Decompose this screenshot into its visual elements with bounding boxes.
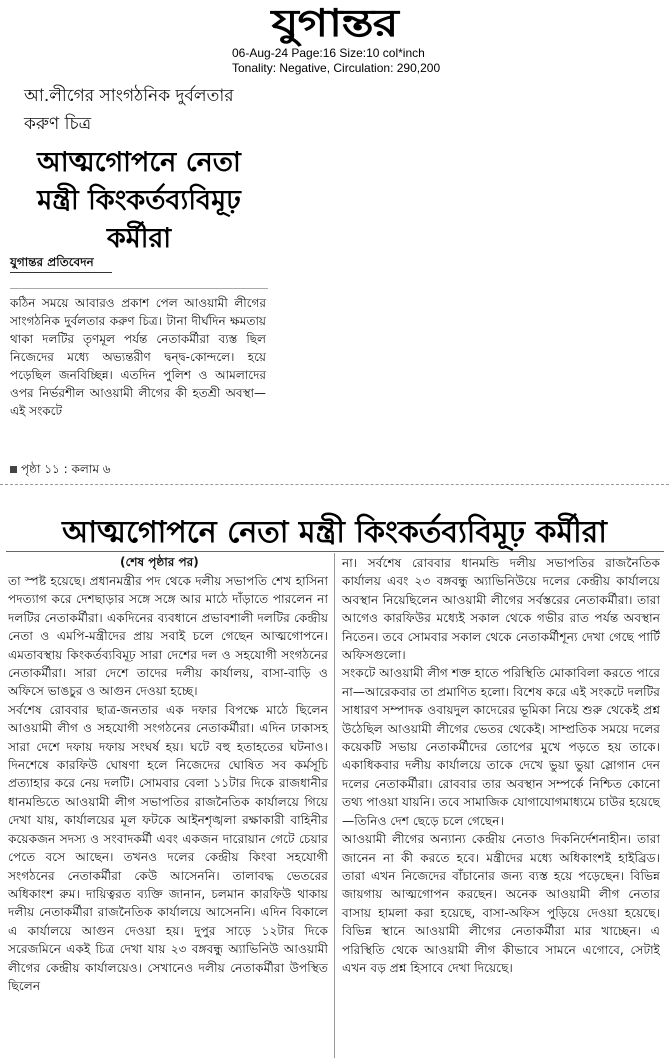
newspaper-logo: যুগান্তর (271, 0, 398, 45)
continuation-label: (শেষ পৃষ্ঠার পর) (120, 555, 199, 569)
paragraph: তা স্পষ্ট হয়েছে। প্রধানমন্ত্রীর পদ থেকে দলীয় সভাপতি শেখ হাসিনা পদত্যাগ করে দেশছাড়ার সঙ্গে সঙ্গে আর মাঠে দাঁড়াতে পারলেন না দলটির নেতাকর্মীরা। একদিনের ব্যবধানে প্রভাবশালী দলটির কেন্দ্রীয় নেতা ও এমপি-মন্ত্রীদের প্রায় সবাই চলে গেছেন আত্মগোপনে। এমতাবস্থায় কিংকর্তব্যবিমূঢ় সারা দেশের দল ও সহযোগী সংগঠনের নেতাকর্মীরা। সারা দেশে তাদের দলীয় কার্যালয়, বাসা-বাড়ি ও অফিসে ভাঙচুর ও আগুন দেওয়া হচ্ছে। (8, 574, 328, 699)
article-byline: যুগান্তর প্রতিবেদন (10, 255, 94, 269)
masthead (0, 2, 669, 44)
continued-on-text: পৃষ্ঠা ১১ : কলাম ৬ (21, 462, 111, 476)
column-separator (334, 553, 335, 1058)
paragraph: সর্বশেষ রোববার ছাত্র-জনতার এক দফার বিপক্ষে মাঠে ছিলেন আওয়ামী লীগ ও সহযোগী সংগঠনের নেতাকর্মীরা। এদিন ঢাকাসহ সারা দেশে দফায় দফায় সংঘর্ষ হয়। ঘটে বহু হতাহতের ঘটনাও। দিনশেষে কারফিউ ঘোষণা হলে নিজেদের ঘোষিত সব কর্মসূচি প্রত্যাহার করে নেয় দলটি। সোমবার বেলা ১১টার দিকে রাজধানীর ধানমন্ডিতে আওয়ামী লীগ সভাপতির রাজনৈতিক কার্যালয়ে গিয়ে দেখা যায়, কার্যালয়ের মূল ফটকে আইনশৃঙ্খলা রক্ষাকারী বাহিনীর কয়েকজন সদস্য ও সংবাদকর্মী এবং একজন দারোয়ান গেটে চেয়ার পেতে বসে আছেন। তখনও দলের কেন্দ্রীয় কিংবা সহযোগী সংগঠনের নেতাকর্মীরা কেউ আসেননি। তালাবদ্ধ ভেতরের অধিকাংশ রুম। দায়িত্বরত ব্যক্তি জানান, চলমান কারফিউ থাকায় দলীয় নেতাকর্মীরা রাজনৈতিক কার্যালয়ে আসেননি। এদিন বিকালে এ কার্যালয়ে আগুন দেওয়া হয়। দুপুর সাড়ে ১২টার দিকে সরেজমিনে একই চিত্র দেখা যায় ২৩ বঙ্গবন্ধু অ্যাভিনিউ আওয়ামী লীগের কেন্দ্রীয় কার্যালয়েও। সেখানেও দলীয় নেতাকর্মীরা উপস্থিত ছিলেন (8, 702, 328, 993)
article-intro: কঠিন সময়ে আবারও প্রকাশ পেল আওয়ামী লীগের সাংগঠনিক দুর্বলতার করুণ চিত্র। টানা দীর্ঘদিন ক্ষমতায় থাকা দলটির তৃণমূল পর্যন্ত নেতাকর্মীরা ব্যস্ত ছিল নিজেদের মধ্যে অভ্যন্তরীণ দ্বন্দ্ব-কোন্দলে। হয়ে পড়েছিল জনবিচ্ছিন্ন। এতদিন পুলিশ ও আমলাদের ওপর নির্ভরশীল আওয়ামী লীগের কী হতশ্রী অবস্থা—এই সংকটে (10, 296, 266, 418)
left-column (8, 572, 328, 995)
clip-meta-line1: 06-Aug-24 Page:16 Size:10 col*inch (232, 46, 425, 60)
article-headline: আত্মগোপনে নেতা মন্ত্রী কিংকর্তব্যবিমূঢ় কর্মীরা (37, 147, 241, 254)
article-kicker: আ.লীগের সাংগঠনিক দুর্বলতার করুণ চিত্র (24, 86, 234, 134)
paragraph: সংকটে আওয়ামী লীগ শক্ত হাতে পরিস্থিতি মোকাবিলা করতে পারে না—আরেকবার তা প্রমাণিত হলো। বিশেষ করে এই সংকটে দলটির সাধারণ সম্পাদক ওবায়দুল কাদেরের ভূমিকা নিয়ে শুরু থেকেই প্রশ্ন উঠেছিল আওয়ামী লীগের ভেতর থেকেই। সাম্প্রতিক সময়ে দলের কয়েকটি সভায় নেতাকর্মীদের তোপের মুখে পড়তে হয় তাকে। একাধিকবার দলীয় কার্যালয়ে তাকে দেখে ভুয়া ভুয়া স্লোগান দেন দলের নেতাকর্মীরা। রোববার তার অবস্থান সম্পর্কে নিশ্চিত কোনো তথ্য পাওয়া যায়নি। তবে সামাজিক যোগাযোগমাধ্যমে চাউর হয়েছে—তিনিও দেশ ছেড়ে চলে গেছেন। (342, 666, 660, 828)
paragraph: না। সর্বশেষ রোববার ধানমন্ডি দলীয় সভাপতির রাজনৈতিক কার্যালয় এবং ২৩ বঙ্গবন্ধু অ্যাভিনিউয়ে দলের কেন্দ্রীয় কার্যালয়ে অবস্থান নিয়েছিলেন আওয়ামী লীগের সর্বস্তরের নেতাকর্মীরা। তারা আগেও কারফিউর মধ্যেই সকাল থেকে গভীর রাত পর্যন্ত অবস্থান নিতেন। তবে সোমবার সকাল থেকে নেতাকর্মীশূন্য দেখা গেছে পার্টি অফিসগুলো। (342, 556, 660, 663)
continuation-rule (6, 551, 664, 552)
clip-metadata (232, 46, 440, 76)
right-column (342, 554, 660, 977)
section-divider (0, 484, 669, 485)
continued-on-link (10, 461, 111, 481)
clip-meta-line2: Tonality: Negative, Circulation: 290,200 (232, 61, 441, 75)
byline-underline (10, 272, 112, 273)
continuation-headline: আত্মগোপনে নেতা মন্ত্রী কিংকর্তব্যবিমূঢ় কর্মীরা (62, 515, 607, 550)
square-bullet-icon (10, 466, 17, 473)
paragraph: আওয়ামী লীগের অন্যান্য কেন্দ্রীয় নেতাও দিকনির্দেশনাহীন। তারা জানেন না কী করতে হবে। মন্ত্রীদের মধ্যে অধিকাংশই হাইব্রিড। তারা এখন নিজেদের বাঁচানোর জন্য ব্যস্ত হয়ে পড়েছেন। বিভিন্ন জায়গায় আত্মগোপন করছেন। অনেক আওয়ামী লীগ নেতার বাসায় হামলা করা হয়েছে, বাসা-অফিস পুড়িয়ে দেওয়া হয়েছে। বিভিন্ন স্থানে আওয়ামী লীগের নেতাকর্মীরা মার খাচ্ছেন। এ পরিস্থিতি থেকে আওয়ামী লীগ কীভাবে সামনে এগোবে, সেটাই এখন বড় প্রশ্ন হিসাবে দেখা দিয়েছে। (342, 832, 660, 975)
intro-divider (10, 288, 268, 289)
